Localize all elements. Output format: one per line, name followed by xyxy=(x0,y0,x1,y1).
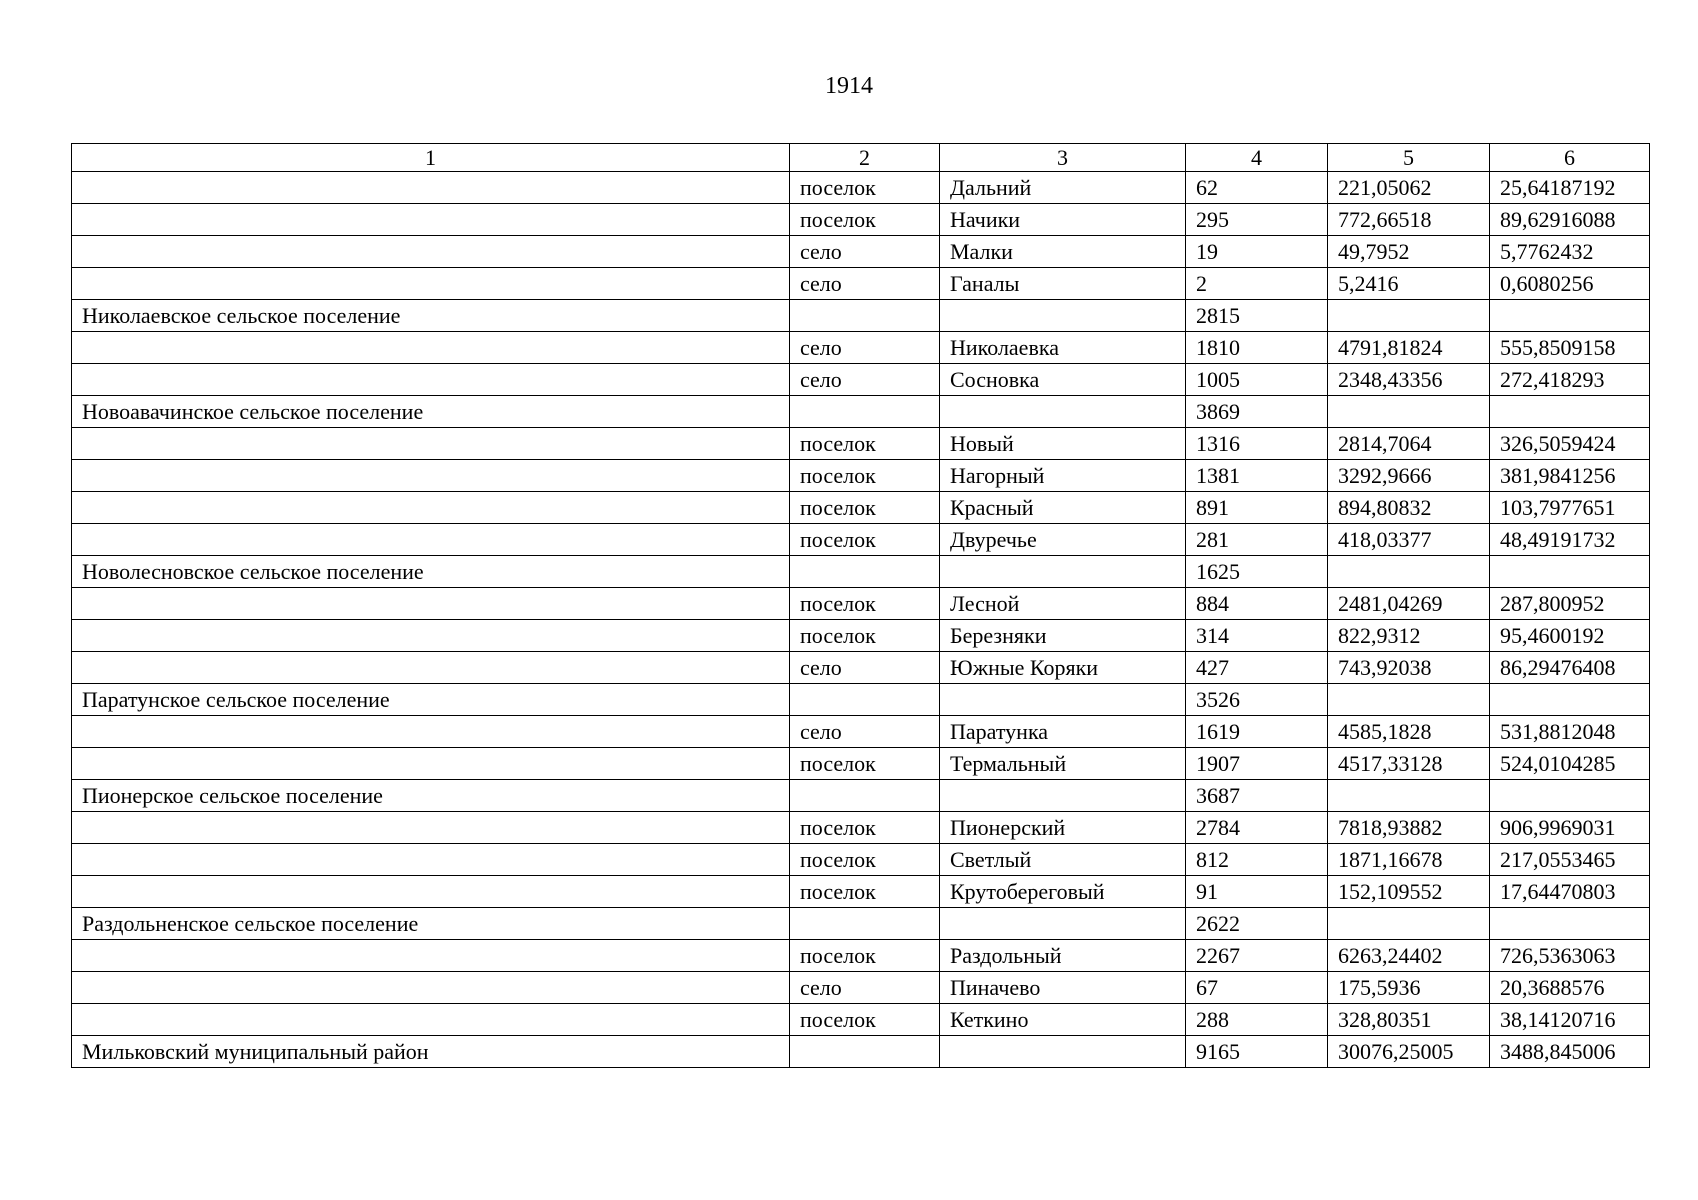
settlement-type-cell: поселок xyxy=(790,876,940,908)
value-6-cell: 381,9841256 xyxy=(1490,460,1650,492)
value-5-cell: 772,66518 xyxy=(1328,204,1490,236)
municipality-cell xyxy=(72,1004,790,1036)
value-6-cell: 3488,845006 xyxy=(1490,1036,1650,1068)
municipality-cell xyxy=(72,428,790,460)
value-5-cell: 894,80832 xyxy=(1328,492,1490,524)
column-header-3: 3 xyxy=(940,144,1186,172)
settlement-name-cell: Южные Коряки xyxy=(940,652,1186,684)
value-5-cell: 4517,33128 xyxy=(1328,748,1490,780)
population-cell: 2784 xyxy=(1186,812,1328,844)
population-cell: 2 xyxy=(1186,268,1328,300)
municipality-cell: Паратунское сельское поселение xyxy=(72,684,790,716)
municipality-cell xyxy=(72,268,790,300)
value-5-cell xyxy=(1328,908,1490,940)
value-6-cell: 555,8509158 xyxy=(1490,332,1650,364)
settlement-name-cell: Пионерский xyxy=(940,812,1186,844)
settlement-type-cell: поселок xyxy=(790,588,940,620)
value-6-cell: 272,418293 xyxy=(1490,364,1650,396)
value-6-cell xyxy=(1490,300,1650,332)
table-row xyxy=(72,236,1650,268)
settlement-type-cell xyxy=(790,300,940,332)
settlement-name-cell: Дальний xyxy=(940,172,1186,204)
municipality-cell xyxy=(72,716,790,748)
population-cell: 62 xyxy=(1186,172,1328,204)
population-cell: 812 xyxy=(1186,844,1328,876)
column-header-2: 2 xyxy=(790,144,940,172)
value-5-cell: 3292,9666 xyxy=(1328,460,1490,492)
table-row xyxy=(72,204,1650,236)
value-6-cell: 38,14120716 xyxy=(1490,1004,1650,1036)
settlement-type-cell xyxy=(790,780,940,812)
value-6-cell xyxy=(1490,780,1650,812)
settlement-name-cell: Пиначево xyxy=(940,972,1186,1004)
settlement-name-cell xyxy=(940,1036,1186,1068)
settlement-name-cell: Кеткино xyxy=(940,1004,1186,1036)
population-cell: 1625 xyxy=(1186,556,1328,588)
population-cell: 1810 xyxy=(1186,332,1328,364)
settlement-type-cell: село xyxy=(790,268,940,300)
value-5-cell: 152,109552 xyxy=(1328,876,1490,908)
table-row xyxy=(72,364,1650,396)
column-header-1: 1 xyxy=(72,144,790,172)
table-row xyxy=(72,876,1650,908)
table-row xyxy=(72,972,1650,1004)
settlement-type-cell: поселок xyxy=(790,748,940,780)
value-6-cell: 25,64187192 xyxy=(1490,172,1650,204)
population-cell: 281 xyxy=(1186,524,1328,556)
settlement-name-cell: Красный xyxy=(940,492,1186,524)
value-6-cell: 17,64470803 xyxy=(1490,876,1650,908)
settlement-type-cell: поселок xyxy=(790,1004,940,1036)
municipality-cell xyxy=(72,748,790,780)
settlement-name-cell: Термальный xyxy=(940,748,1186,780)
settlement-type-cell xyxy=(790,1036,940,1068)
column-header-6: 6 xyxy=(1490,144,1650,172)
table-row xyxy=(72,748,1650,780)
municipality-cell xyxy=(72,812,790,844)
value-6-cell xyxy=(1490,556,1650,588)
municipality-cell: Новолесновское сельское поселение xyxy=(72,556,790,588)
municipality-cell: Николаевское сельское поселение xyxy=(72,300,790,332)
value-5-cell: 175,5936 xyxy=(1328,972,1490,1004)
table-row xyxy=(72,812,1650,844)
table-row xyxy=(72,396,1650,428)
settlement-type-cell xyxy=(790,556,940,588)
settlement-name-cell: Сосновка xyxy=(940,364,1186,396)
population-cell: 2815 xyxy=(1186,300,1328,332)
value-5-cell: 328,80351 xyxy=(1328,1004,1490,1036)
value-6-cell: 906,9969031 xyxy=(1490,812,1650,844)
municipality-cell xyxy=(72,236,790,268)
settlement-name-cell: Ганалы xyxy=(940,268,1186,300)
table-row xyxy=(72,940,1650,972)
value-6-cell: 287,800952 xyxy=(1490,588,1650,620)
value-5-cell: 822,9312 xyxy=(1328,620,1490,652)
population-cell: 1316 xyxy=(1186,428,1328,460)
settlement-type-cell: село xyxy=(790,332,940,364)
population-cell: 884 xyxy=(1186,588,1328,620)
municipality-cell xyxy=(72,620,790,652)
population-cell: 295 xyxy=(1186,204,1328,236)
settlement-name-cell: Малки xyxy=(940,236,1186,268)
population-cell: 19 xyxy=(1186,236,1328,268)
municipality-cell xyxy=(72,972,790,1004)
value-6-cell: 531,8812048 xyxy=(1490,716,1650,748)
population-cell: 2267 xyxy=(1186,940,1328,972)
value-6-cell: 86,29476408 xyxy=(1490,652,1650,684)
table-row xyxy=(72,268,1650,300)
settlement-type-cell xyxy=(790,396,940,428)
value-6-cell: 48,49191732 xyxy=(1490,524,1650,556)
table-body xyxy=(72,172,1650,1068)
value-5-cell: 1871,16678 xyxy=(1328,844,1490,876)
municipality-cell xyxy=(72,172,790,204)
column-header-5: 5 xyxy=(1328,144,1490,172)
population-cell: 288 xyxy=(1186,1004,1328,1036)
municipality-cell xyxy=(72,844,790,876)
settlement-name-cell: Начики xyxy=(940,204,1186,236)
value-6-cell: 95,4600192 xyxy=(1490,620,1650,652)
municipality-cell xyxy=(72,364,790,396)
table-row xyxy=(72,908,1650,940)
page-number: 1914 xyxy=(825,73,873,99)
settlement-type-cell: село xyxy=(790,716,940,748)
population-cell: 3869 xyxy=(1186,396,1328,428)
value-5-cell: 743,92038 xyxy=(1328,652,1490,684)
table-row xyxy=(72,428,1650,460)
settlement-name-cell: Светлый xyxy=(940,844,1186,876)
population-cell: 427 xyxy=(1186,652,1328,684)
settlements-table xyxy=(71,143,1650,1068)
settlement-name-cell xyxy=(940,556,1186,588)
population-cell: 91 xyxy=(1186,876,1328,908)
municipality-cell: Мильковский муниципальный район xyxy=(72,1036,790,1068)
population-cell: 1619 xyxy=(1186,716,1328,748)
settlement-name-cell: Крутобереговый xyxy=(940,876,1186,908)
value-5-cell: 30076,25005 xyxy=(1328,1036,1490,1068)
value-5-cell: 221,05062 xyxy=(1328,172,1490,204)
municipality-cell: Новоавачинское сельское поселение xyxy=(72,396,790,428)
settlement-type-cell: поселок xyxy=(790,940,940,972)
settlement-name-cell xyxy=(940,780,1186,812)
value-5-cell: 5,2416 xyxy=(1328,268,1490,300)
settlement-type-cell xyxy=(790,908,940,940)
population-cell: 67 xyxy=(1186,972,1328,1004)
settlement-type-cell xyxy=(790,684,940,716)
value-5-cell: 2481,04269 xyxy=(1328,588,1490,620)
population-cell: 3687 xyxy=(1186,780,1328,812)
municipality-cell xyxy=(72,460,790,492)
settlement-name-cell: Раздольный xyxy=(940,940,1186,972)
value-6-cell: 326,5059424 xyxy=(1490,428,1650,460)
table-row xyxy=(72,780,1650,812)
municipality-cell xyxy=(72,876,790,908)
value-5-cell xyxy=(1328,780,1490,812)
table-row xyxy=(72,652,1650,684)
settlement-type-cell: поселок xyxy=(790,428,940,460)
table-row xyxy=(72,556,1650,588)
table-row xyxy=(72,524,1650,556)
settlement-type-cell: село xyxy=(790,972,940,1004)
value-5-cell xyxy=(1328,556,1490,588)
column-header-4: 4 xyxy=(1186,144,1328,172)
municipality-cell xyxy=(72,204,790,236)
settlement-type-cell: поселок xyxy=(790,812,940,844)
table-header-row xyxy=(72,144,1650,172)
settlement-type-cell: село xyxy=(790,364,940,396)
municipality-cell: Пионерское сельское поселение xyxy=(72,780,790,812)
settlement-type-cell: поселок xyxy=(790,844,940,876)
settlement-name-cell: Паратунка xyxy=(940,716,1186,748)
settlement-name-cell: Новый xyxy=(940,428,1186,460)
settlement-name-cell: Николаевка xyxy=(940,332,1186,364)
municipality-cell xyxy=(72,332,790,364)
value-6-cell: 103,7977651 xyxy=(1490,492,1650,524)
settlement-name-cell: Двуречье xyxy=(940,524,1186,556)
municipality-cell xyxy=(72,588,790,620)
value-6-cell xyxy=(1490,396,1650,428)
value-6-cell: 217,0553465 xyxy=(1490,844,1650,876)
value-6-cell: 89,62916088 xyxy=(1490,204,1650,236)
population-cell: 314 xyxy=(1186,620,1328,652)
municipality-cell xyxy=(72,524,790,556)
value-5-cell: 4585,1828 xyxy=(1328,716,1490,748)
population-cell: 891 xyxy=(1186,492,1328,524)
municipality-cell xyxy=(72,940,790,972)
population-cell: 1907 xyxy=(1186,748,1328,780)
municipality-cell: Раздольненское сельское поселение xyxy=(72,908,790,940)
table-row xyxy=(72,492,1650,524)
value-5-cell: 2348,43356 xyxy=(1328,364,1490,396)
settlement-type-cell: поселок xyxy=(790,172,940,204)
settlement-name-cell xyxy=(940,908,1186,940)
settlement-type-cell: поселок xyxy=(790,620,940,652)
table-row xyxy=(72,1004,1650,1036)
table-row xyxy=(72,844,1650,876)
value-6-cell: 5,7762432 xyxy=(1490,236,1650,268)
value-5-cell xyxy=(1328,396,1490,428)
table-row xyxy=(72,1036,1650,1068)
population-cell: 1381 xyxy=(1186,460,1328,492)
settlement-type-cell: поселок xyxy=(790,460,940,492)
value-5-cell: 49,7952 xyxy=(1328,236,1490,268)
value-6-cell xyxy=(1490,684,1650,716)
settlement-name-cell xyxy=(940,684,1186,716)
population-cell: 1005 xyxy=(1186,364,1328,396)
settlement-type-cell: поселок xyxy=(790,204,940,236)
settlement-name-cell: Нагорный xyxy=(940,460,1186,492)
value-6-cell: 20,3688576 xyxy=(1490,972,1650,1004)
settlement-name-cell: Лесной xyxy=(940,588,1186,620)
table-row xyxy=(72,172,1650,204)
table-row xyxy=(72,588,1650,620)
population-cell: 2622 xyxy=(1186,908,1328,940)
population-cell: 9165 xyxy=(1186,1036,1328,1068)
population-cell: 3526 xyxy=(1186,684,1328,716)
value-5-cell: 418,03377 xyxy=(1328,524,1490,556)
settlement-name-cell: Березняки xyxy=(940,620,1186,652)
value-6-cell: 726,5363063 xyxy=(1490,940,1650,972)
value-6-cell: 0,6080256 xyxy=(1490,268,1650,300)
table-row xyxy=(72,300,1650,332)
settlement-type-cell: село xyxy=(790,652,940,684)
value-5-cell: 7818,93882 xyxy=(1328,812,1490,844)
municipality-cell xyxy=(72,492,790,524)
settlement-type-cell: поселок xyxy=(790,492,940,524)
table-row xyxy=(72,332,1650,364)
municipality-cell xyxy=(72,652,790,684)
settlement-name-cell xyxy=(940,396,1186,428)
settlement-name-cell xyxy=(940,300,1186,332)
table-row xyxy=(72,460,1650,492)
table-row xyxy=(72,684,1650,716)
value-6-cell: 524,0104285 xyxy=(1490,748,1650,780)
value-5-cell: 2814,7064 xyxy=(1328,428,1490,460)
settlement-type-cell: поселок xyxy=(790,524,940,556)
settlement-type-cell: село xyxy=(790,236,940,268)
table-row xyxy=(72,620,1650,652)
value-5-cell xyxy=(1328,300,1490,332)
value-6-cell xyxy=(1490,908,1650,940)
value-5-cell: 4791,81824 xyxy=(1328,332,1490,364)
table-row xyxy=(72,716,1650,748)
value-5-cell: 6263,24402 xyxy=(1328,940,1490,972)
value-5-cell xyxy=(1328,684,1490,716)
